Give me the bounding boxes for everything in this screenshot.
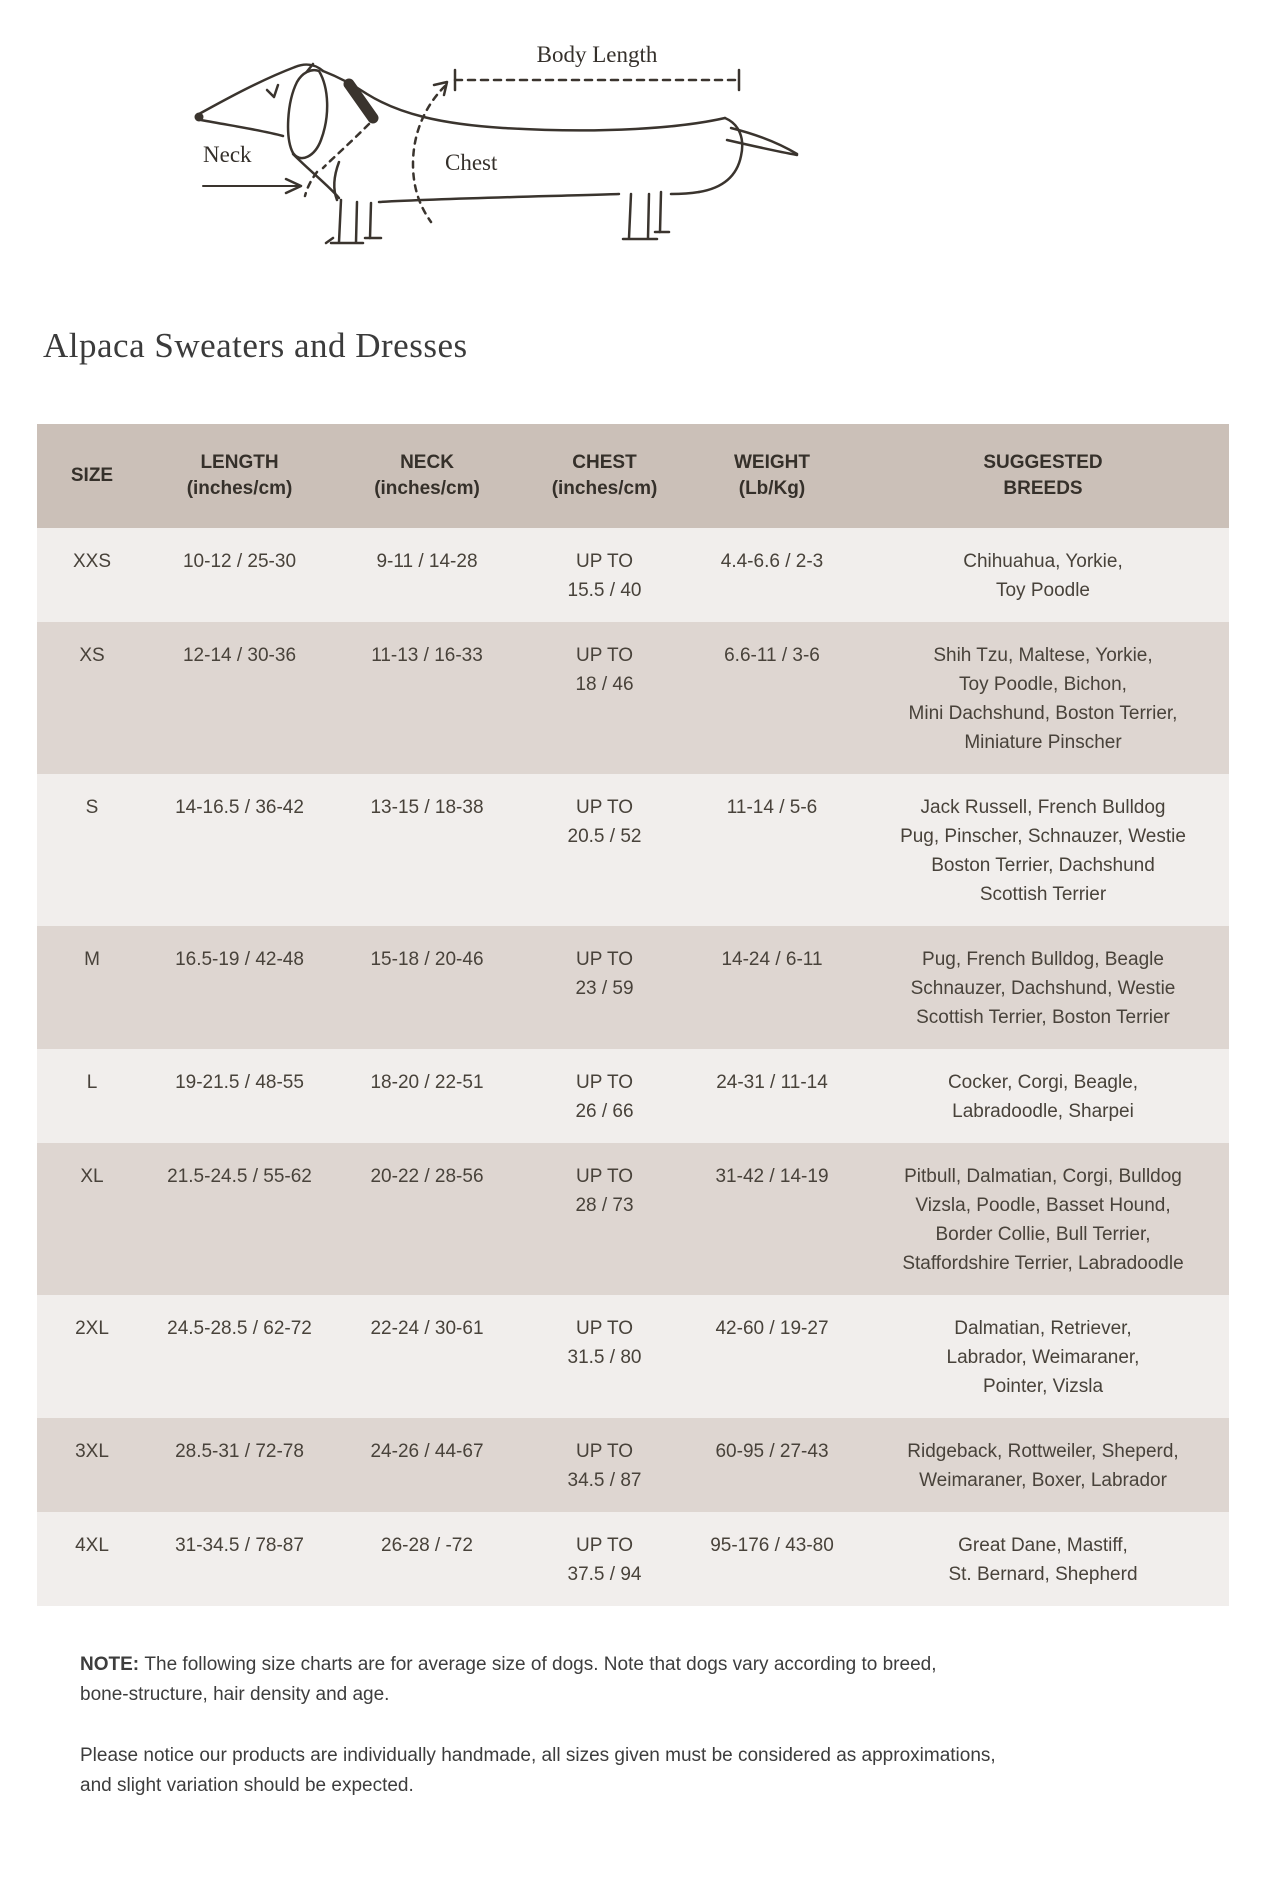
- size-row-m: [37, 926, 1229, 1049]
- column-header-size: SIZE: [37, 424, 147, 528]
- cell-breeds: Dalmatian, Retriever, Labrador, Weimaraner, Pointer, Vizsla: [946, 1318, 1140, 1397]
- cell-weight: 14-24 / 6-11: [721, 949, 823, 970]
- size-row-3xl: [37, 1418, 1229, 1512]
- column-header-neck: NECK (inches/cm): [332, 424, 522, 528]
- cell-neck: 20-22 / 28-56: [370, 1166, 484, 1187]
- cell-chest: UP TO 26 / 66: [575, 1072, 634, 1122]
- cell-breeds: Pitbull, Dalmatian, Corgi, Bulldog Vizsla, Poodle, Basset Hound, Border Collie, Bull Terrier, Staffordshire Terrier, Labradoodle: [902, 1166, 1184, 1274]
- cell-length: 19-21.5 / 48-55: [175, 1072, 304, 1093]
- cell-length: 21.5-24.5 / 55-62: [167, 1166, 312, 1187]
- cell-neck: 9-11 / 14-28: [376, 551, 478, 572]
- cell-weight: 42-60 / 19-27: [715, 1318, 829, 1339]
- cell-neck: 11-13 / 16-33: [371, 645, 483, 666]
- neck-label: Neck: [203, 142, 252, 167]
- note-paragraph-2: Please notice our products are individually handmade, all sizes given must be considered as approximations, and slight variation should be expected.: [80, 1745, 996, 1796]
- size-row-xxs: [37, 528, 1229, 622]
- cell-size: 4XL: [75, 1535, 109, 1556]
- cell-neck: 24-26 / 44-67: [370, 1441, 484, 1462]
- dog-jaw: [201, 120, 283, 136]
- cell-breeds: Great Dane, Mastiff, St. Bernard, Shepherd: [948, 1535, 1138, 1585]
- cell-length: 16.5-19 / 42-48: [175, 949, 304, 970]
- cell-length: 14-16.5 / 36-42: [175, 797, 304, 818]
- cell-size: 2XL: [75, 1318, 109, 1339]
- cell-breeds: Ridgeback, Rottweiler, Sheperd, Weimaraner, Boxer, Labrador: [907, 1441, 1179, 1491]
- cell-chest: UP TO 31.5 / 80: [567, 1318, 642, 1368]
- cell-neck: 26-28 / -72: [381, 1535, 473, 1556]
- chest-label: Chest: [445, 150, 498, 175]
- neck-measure-dash: [305, 172, 317, 196]
- cell-neck: 15-18 / 20-46: [370, 949, 484, 970]
- cell-weight: 11-14 / 5-6: [726, 797, 818, 818]
- size-row-2xl: [37, 1295, 1229, 1418]
- size-chart-table: [37, 424, 1229, 1606]
- cell-length: 24.5-28.5 / 62-72: [167, 1318, 312, 1339]
- dog-ear: [288, 70, 327, 158]
- cell-chest: UP TO 37.5 / 94: [567, 1535, 642, 1585]
- dachshund-drawing: [183, 40, 803, 255]
- size-row-xs: [37, 622, 1229, 774]
- cell-size: M: [84, 949, 100, 970]
- column-header-chest: CHEST (inches/cm): [522, 424, 687, 528]
- body-length-label: Body Length: [536, 42, 658, 67]
- size-row-l: [37, 1049, 1229, 1143]
- cell-size: L: [86, 1072, 98, 1093]
- cell-breeds: Cocker, Corgi, Beagle, Labradoodle, Sharpei: [947, 1072, 1139, 1122]
- dog-nose: [195, 113, 204, 122]
- page-title: Alpaca Sweaters and Dresses: [43, 326, 468, 365]
- size-chart-header: [37, 424, 1229, 528]
- dog-belly-rear: [671, 192, 699, 194]
- size-row-4xl: [37, 1512, 1229, 1606]
- cell-size: S: [85, 797, 99, 818]
- dog-front-leg: [339, 200, 341, 242]
- cell-neck: 18-20 / 22-51: [370, 1072, 484, 1093]
- note-label: NOTE:: [80, 1654, 145, 1675]
- column-header-breeds: SUGGESTED BREEDS: [857, 424, 1229, 528]
- size-chart-body: [37, 528, 1229, 1606]
- dog-rear-leg-far: [660, 192, 661, 232]
- cell-breeds: Chihuahua, Yorkie, Toy Poodle: [963, 551, 1123, 601]
- chest-measure-arrowhead: [434, 82, 447, 95]
- dog-front-leg-far: [370, 203, 371, 238]
- neck-measure-dash: [323, 124, 369, 168]
- cell-breeds: Jack Russell, French Bulldog Pug, Pinscher, Schnauzer, Westie Boston Terrier, Dachshund Scottish Terrier: [900, 797, 1186, 905]
- column-header-length: LENGTH (inches/cm): [147, 424, 332, 528]
- cell-neck: 22-24 / 30-61: [370, 1318, 484, 1339]
- cell-weight: 60-95 / 27-43: [715, 1441, 829, 1462]
- dog-rear-leg: [629, 194, 631, 238]
- cell-chest: UP TO 18 / 46: [575, 645, 634, 695]
- dog-rear-leg: [648, 194, 649, 238]
- cell-weight: 95-176 / 43-80: [710, 1535, 834, 1556]
- cell-breeds: Pug, French Bulldog, Beagle Schnauzer, Dachshund, Westie Scottish Terrier, Boston Terrier: [910, 949, 1176, 1028]
- column-header-weight: WEIGHT (Lb/Kg): [687, 424, 857, 528]
- size-row-s: [37, 774, 1229, 926]
- cell-chest: UP TO 34.5 / 87: [567, 1441, 642, 1491]
- dog-belly: [379, 194, 619, 202]
- cell-weight: 31-42 / 14-19: [715, 1166, 829, 1187]
- cell-size: 3XL: [75, 1441, 109, 1462]
- dog-front-leg: [356, 202, 357, 242]
- notes-section: [80, 1650, 1196, 1801]
- header-row: [37, 424, 1229, 528]
- cell-length: 28.5-31 / 72-78: [175, 1441, 304, 1462]
- chest-measure-dash: [413, 86, 445, 222]
- dog-muzzle-top: [199, 67, 295, 114]
- cell-chest: UP TO 23 / 59: [575, 949, 634, 999]
- cell-neck: 13-15 / 18-38: [370, 797, 484, 818]
- cell-size: XS: [79, 645, 105, 666]
- cell-chest: UP TO 28 / 73: [575, 1166, 634, 1216]
- cell-chest: UP TO 15.5 / 40: [567, 551, 642, 601]
- cell-weight: 24-31 / 11-14: [716, 1072, 828, 1093]
- cell-length: 12-14 / 30-36: [182, 645, 297, 666]
- note-paragraph-1: NOTE: The following size charts are for average size of dogs. Note that dogs vary according to breed, bone-structure, hair density and age.: [80, 1654, 937, 1705]
- cell-size: XL: [80, 1166, 104, 1187]
- cell-weight: 6.6-11 / 3-6: [724, 645, 820, 666]
- dog-measurement-diagram: [0, 0, 1266, 258]
- cell-length: 31-34.5 / 78-87: [175, 1535, 304, 1556]
- dog-eye: [267, 85, 278, 97]
- cell-breeds: Shih Tzu, Maltese, Yorkie, Toy Poodle, Bichon, Mini Dachshund, Boston Terrier, Miniature Pinscher: [908, 645, 1178, 753]
- cell-chest: UP TO 20.5 / 52: [567, 797, 642, 847]
- size-row-xl: [37, 1143, 1229, 1295]
- cell-length: 10-12 / 25-30: [182, 551, 297, 572]
- cell-weight: 4.4-6.6 / 2-3: [720, 551, 824, 572]
- cell-size: XXS: [72, 551, 112, 572]
